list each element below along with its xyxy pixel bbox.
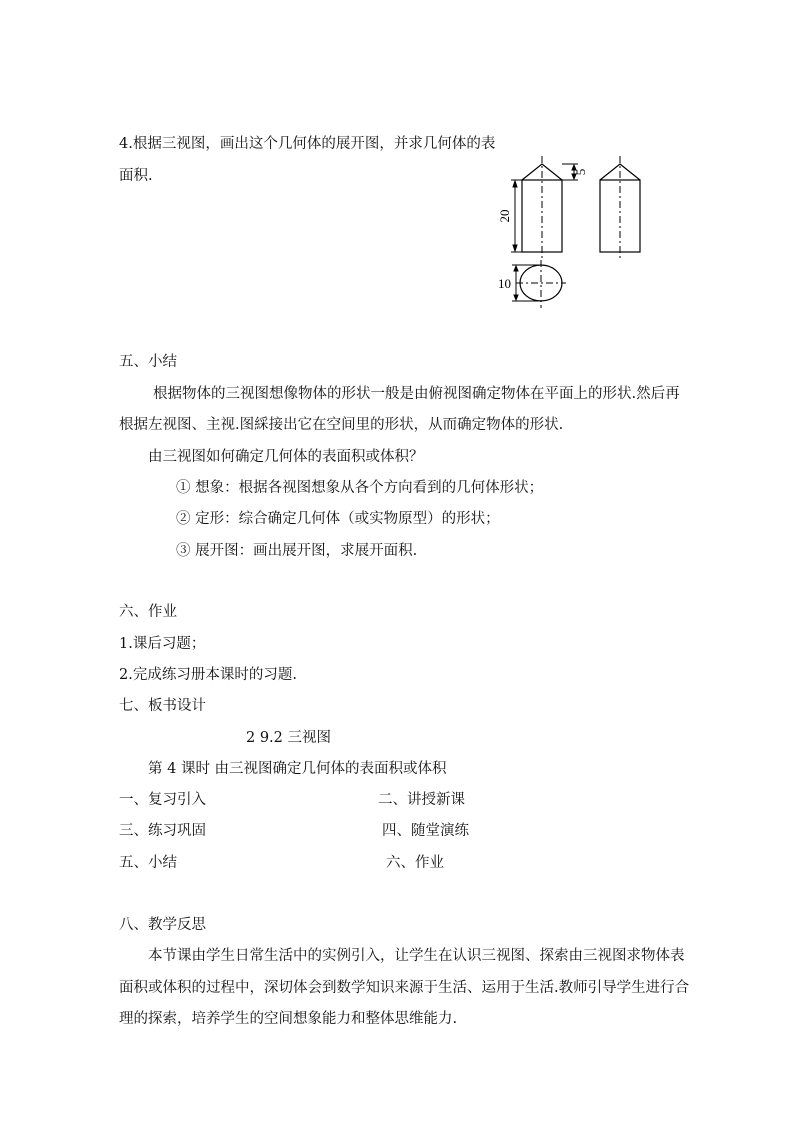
label-height: 20 [497, 209, 512, 223]
board-design-heading: 七、板书设计 [119, 698, 206, 714]
q4-line-1: 4.根据三视图，画出这个几何体的展开图，并求几何体的表 [119, 136, 496, 152]
board-cell-6: 六、作业 [386, 855, 444, 871]
summary-question: 由三视图如何确定几何体的表面积或体积？ [148, 449, 424, 465]
reflection-line-3: 理的探索，培养学生的空间想象能力和整体思维能力. [119, 1011, 458, 1027]
board-cell-1: 一、复习引入 [119, 792, 206, 808]
summary-paragraph-line-1: 根据物体的三视图想像物体的形状一般是由俯视图确定物体在平面上的形状.然后再 [153, 386, 680, 402]
label-diameter: 10 [498, 276, 511, 291]
summary-paragraph-line-2: 根据左视图、主视.图綵接出它在空间里的形状，从而确定物体的形状. [119, 417, 564, 433]
homework-item-1: 1.课后习题； [119, 636, 206, 652]
board-cell-4: 四、随堂演练 [382, 823, 469, 839]
homework-item-2: 2.完成练习册本课时的习题. [119, 667, 297, 683]
summary-item-3: ③ 展开图：画出展开图，求展开面积. [176, 543, 418, 559]
board-title: 2 9.2 三视图 [246, 730, 332, 746]
reflection-line-2: 面积或体积的过程中，深切体会到数学知识来源于生活、运用于生活.教师引导学生进行合 [119, 980, 690, 996]
three-view-figure [480, 150, 650, 312]
homework-heading: 六、作业 [119, 604, 177, 620]
reflection-heading: 八、教学反思 [119, 917, 206, 933]
board-cell-3: 三、练习巩固 [119, 823, 206, 839]
summary-item-1: ① 想象：根据各视图想象从各个方向看到的几何体形状； [176, 480, 544, 496]
q4-line-2: 面积. [119, 168, 153, 184]
dimension-height [511, 180, 522, 252]
board-subtitle: 第 4 课时 由三视图确定几何体的表面积或体积 [148, 761, 447, 777]
summary-item-2: ② 定形：综合确定几何体（或实物原型）的形状； [176, 511, 500, 527]
summary-heading: 五、小结 [119, 354, 177, 370]
reflection-line-1: 本节课由学生日常生活中的实例引入，让学生在认识三视图、探索由三视图求物体表 [148, 948, 685, 964]
label-top: 5 [573, 168, 588, 176]
board-cell-2: 二、讲授新课 [378, 792, 465, 808]
board-cell-5: 五、小结 [119, 855, 177, 871]
